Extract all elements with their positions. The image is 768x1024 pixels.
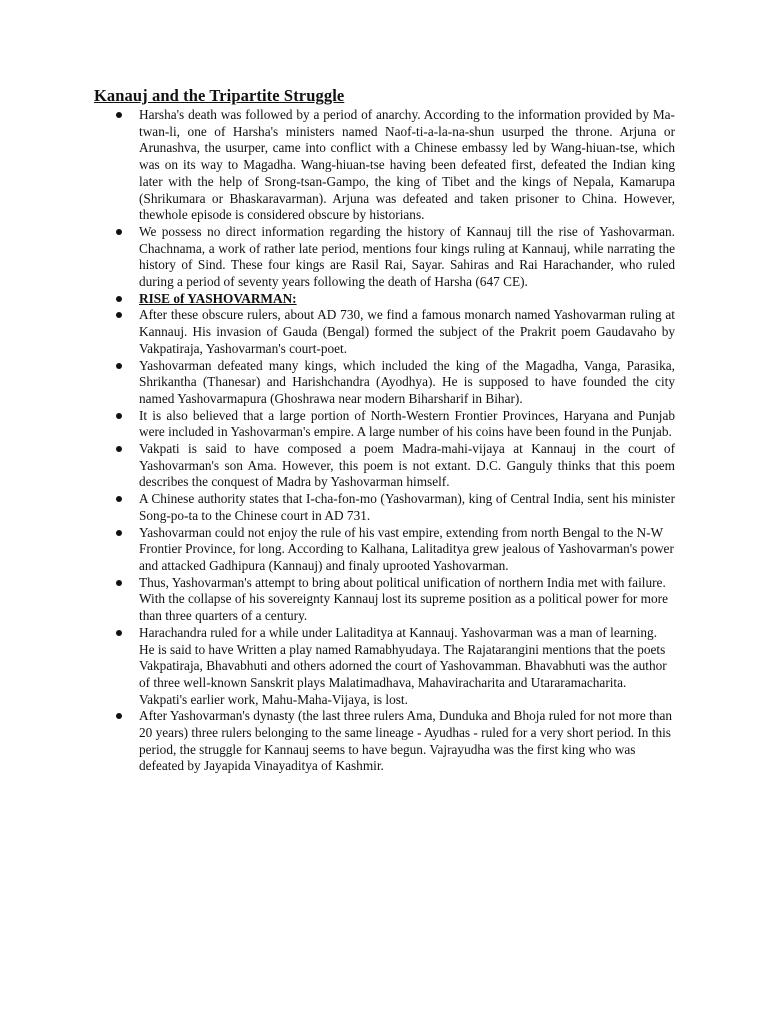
bullet-item xyxy=(0,441,675,491)
bullet-text: It is also believed that a large portion of North-Western Frontier Provinces, Haryana and Punjab were included in Yashovarman's empire. A large number of his coins have been found in the Punjab. xyxy=(139,407,675,440)
section-heading-item xyxy=(0,291,675,308)
page-title: Kanauj and the Tripartite Struggle xyxy=(94,86,345,105)
bullet-dot-icon xyxy=(116,713,122,719)
bullet-item xyxy=(0,307,675,357)
bullet-item xyxy=(0,708,675,775)
bullet-item xyxy=(0,107,675,224)
bullet-item xyxy=(0,491,675,524)
bullet-dot-icon xyxy=(116,363,122,369)
bullet-dot-icon xyxy=(116,530,122,536)
bullet-dot-icon xyxy=(116,413,122,419)
bullet-dot-icon xyxy=(116,446,122,452)
bullet-dot-icon xyxy=(116,296,122,302)
bullet-dot-icon xyxy=(116,580,122,586)
bullet-text: Thus, Yashovarman's attempt to bring about political unification of northern India met with failure. With the collapse of his sovereignty Kannauj lost its supreme position as a political power for more than three quarters of a century. xyxy=(139,574,669,624)
section-heading-text: RISE of YASHOVARMAN: xyxy=(139,290,297,306)
bullet-text: Harsha's death was followed by a period of anarchy. According to the information provided by Ma-twan-li, one of Harsha's ministers named Naof-ti-a-la-na-shun usurped the throne. Arjuna or Arunashva, the usurper, came into conflict with a Chinese embassy led by Wang-hiuan-tse, which was on its way to Magadha. Wang-hiuan-tse having been defeated first, defeated the Indian king later with the help of Srong-tsan-Gampo, the king of Tibet and the kings of Nepala, Kamarupa (Shrikumara or Bhaskaravarman). Arjuna was defeated and taken prisoner to China. However, thewhole episode is considered obscure by historians. xyxy=(139,107,675,223)
bullet-item xyxy=(0,224,675,291)
bullet-item xyxy=(0,358,675,408)
bullet-text: Vakpati is said to have composed a poem Madra-mahi-vijaya at Kannauj in the court of Yashovarman's son Ama. However, this poem is not extant. D.C. Ganguly thinks that this poem describes the conquest of Madra by Yashovarman himself. xyxy=(139,441,675,490)
bullet-text: After Yashovarman's dynasty (the last three rulers Ama, Dunduka and Bhoja ruled for not more than 20 years) three rulers belonging to the same lineage - Ayudhas - ruled for a very short period. In this period, the struggle for Kannauj seems to have begun. Vajrayudha was the first king who was defeated by Jayapida Vinayaditya of Kashmir. xyxy=(139,708,673,774)
bullet-dot-icon xyxy=(116,229,122,235)
bullet-text: Harachandra ruled for a while under Lalitaditya at Kannauj. Yashovarman was a man of learning. He is said to have Written a play named Ramabhyudaya. The Rajatarangini mentions that the poets Vakpatiraja, Bhavabhuti and others adorned the court of Yashovamman. Bhavabhuti was the author of three well-known Sanskrit plays Malatimadhava, Mahaviracharita and Utararamacharita. Vakpati's earlier work, Mahu-Maha-Vijaya, is lost. xyxy=(139,624,667,707)
bullet-dot-icon xyxy=(116,112,122,118)
bullet-dot-icon xyxy=(116,630,122,636)
bullet-item xyxy=(0,575,675,625)
bullet-text: Yashovarman could not enjoy the rule of his vast empire, extending from north Bengal to the N-W Frontier Province, for long. According to Kalhana, Lalitaditya grew jealous of Yashovarman's power and attacked Gadhipura (Kannauj) and finaly uprooted Yashovarman. xyxy=(139,524,674,573)
bullet-text: Yashovarman defeated many kings, which included the king of the Magadha, Vanga, Parasika, Shrikantha (Thanesar) and Harishchandra (Ayodhya). He is supposed to have founded the city named Yashovarmapura (Ghoshrawa near modern Biharsharif in Bihar). xyxy=(139,357,675,406)
bullet-item xyxy=(0,625,675,709)
bullet-dot-icon xyxy=(116,496,122,502)
bullet-item xyxy=(0,408,675,441)
bullet-text: A Chinese authority states that I-cha-fon-mo (Yashovarman), king of Central India, sent his minister Song-po-ta to the Chinese court in AD 731. xyxy=(139,491,675,523)
bullet-text: We possess no direct information regarding the history of Kannauj till the rise of Yashovarman. Chachnama, a work of rather late period, mentions four kings ruling at Kannauj, while narrating the history of Sind. These four kings are Rasil Rai, Sayar. Sahiras and Rai Harachander, who ruled during a period of seventy years following the death of Harsha (647 CE). xyxy=(139,223,675,290)
bullet-text: After these obscure rulers, about AD 730, we find a famous monarch named Yashovarman ruling at Kannauj. His invasion of Gauda (Bengal) formed the subject of the Prakrit poem Gaudavaho by Vakpatiraja, Yashovarman's court-poet. xyxy=(139,307,675,356)
bullet-dot-icon xyxy=(116,312,122,318)
bullet-list xyxy=(0,107,768,775)
bullet-item xyxy=(0,525,675,575)
